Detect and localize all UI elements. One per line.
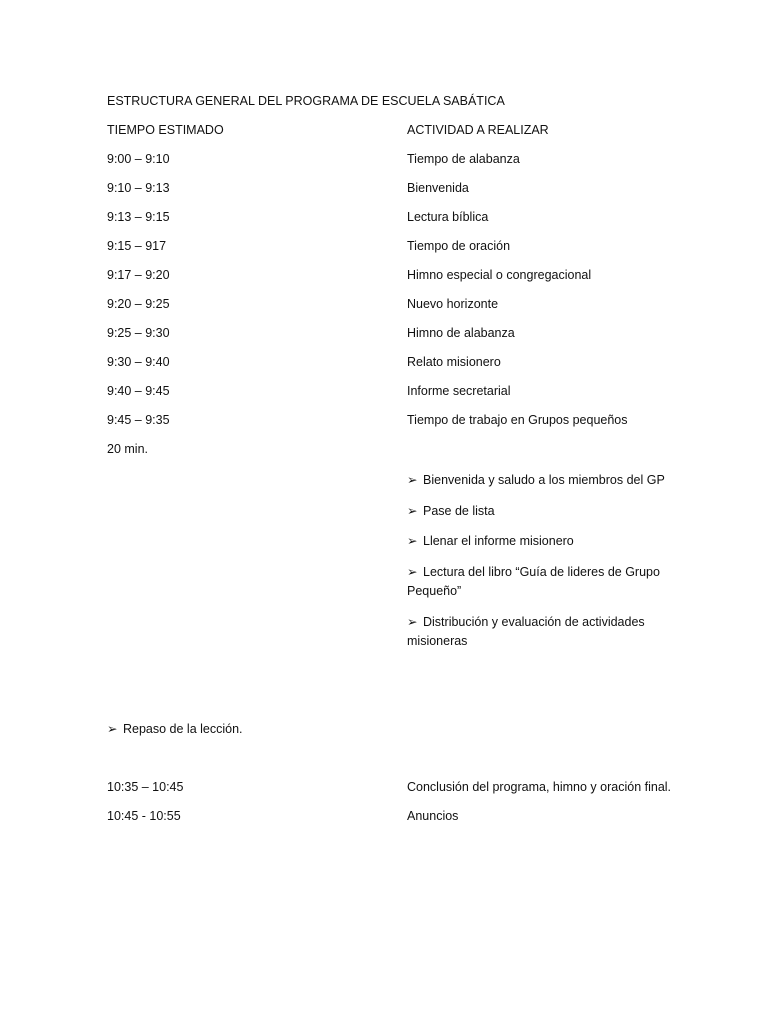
lesson-review-text: Repaso de la lección. (123, 722, 243, 736)
list-item (407, 534, 574, 549)
header-time: TIEMPO ESTIMADO (107, 123, 224, 137)
arrow-bullet-icon: ➢ (407, 534, 418, 548)
arrow-bullet-icon: ➢ (407, 615, 418, 629)
list-item-text: Pase de lista (423, 504, 495, 518)
list-item-text: Distribución y evaluación de actividades misioneras (407, 615, 645, 648)
header-activity: ACTIVIDAD A REALIZAR (407, 123, 549, 137)
schedule-time: 9:30 – 9:40 (107, 355, 170, 369)
schedule-activity: Himno de alabanza (407, 326, 515, 340)
schedule-activity: Tiempo de oración (407, 239, 511, 253)
arrow-bullet-icon: ➢ (407, 504, 418, 518)
schedule-time: 9:45 – 9:35 (107, 413, 170, 427)
schedule-time: 10:45 - 10:55 (107, 809, 181, 823)
schedule-activity: Conclusión del programa, himno y oración final. (407, 780, 672, 794)
arrow-bullet-icon: ➢ (407, 473, 418, 487)
schedule-time: 9:15 – 917 (107, 239, 167, 253)
schedule-time: 9:20 – 9:25 (107, 297, 170, 311)
schedule-time: 9:10 – 9:13 (107, 181, 170, 195)
schedule-time: 10:35 – 10:45 (107, 780, 184, 794)
schedule-time: 9:17 – 9:20 (107, 268, 170, 282)
list-item-text: Lectura del libro “Guía de lideres de Grupo Pequeño” (407, 565, 660, 598)
list-item (407, 563, 697, 601)
schedule-activity: Lectura bíblica (407, 210, 489, 224)
schedule-time: 9:00 – 9:10 (107, 152, 170, 166)
list-item (407, 473, 665, 488)
schedule-activity: Relato misionero (407, 355, 501, 369)
schedule-activity: Anuncios (407, 809, 459, 823)
schedule-activity: Informe secretarial (407, 384, 511, 398)
list-item (407, 504, 495, 519)
duration-note: 20 min. (107, 442, 148, 456)
schedule-activity: Tiempo de trabajo en Grupos pequeños (407, 413, 628, 427)
list-item-text: Bienvenida y saludo a los miembros del GP (423, 473, 665, 487)
schedule-activity: Nuevo horizonte (407, 297, 499, 311)
schedule-time: 9:13 – 9:15 (107, 210, 170, 224)
arrow-bullet-icon: ➢ (107, 722, 118, 736)
list-item-text: Llenar el informe misionero (423, 534, 574, 548)
schedule-activity: Bienvenida (407, 181, 469, 195)
lesson-review (107, 722, 243, 737)
schedule-activity: Tiempo de alabanza (407, 152, 520, 166)
schedule-time: 9:40 – 9:45 (107, 384, 170, 398)
document-title: ESTRUCTURA GENERAL DEL PROGRAMA DE ESCUELA SABÁTICA (107, 94, 505, 108)
schedule-time: 9:25 – 9:30 (107, 326, 170, 340)
list-item (407, 613, 697, 651)
schedule-activity: Himno especial o congregacional (407, 268, 592, 282)
arrow-bullet-icon: ➢ (407, 565, 418, 579)
